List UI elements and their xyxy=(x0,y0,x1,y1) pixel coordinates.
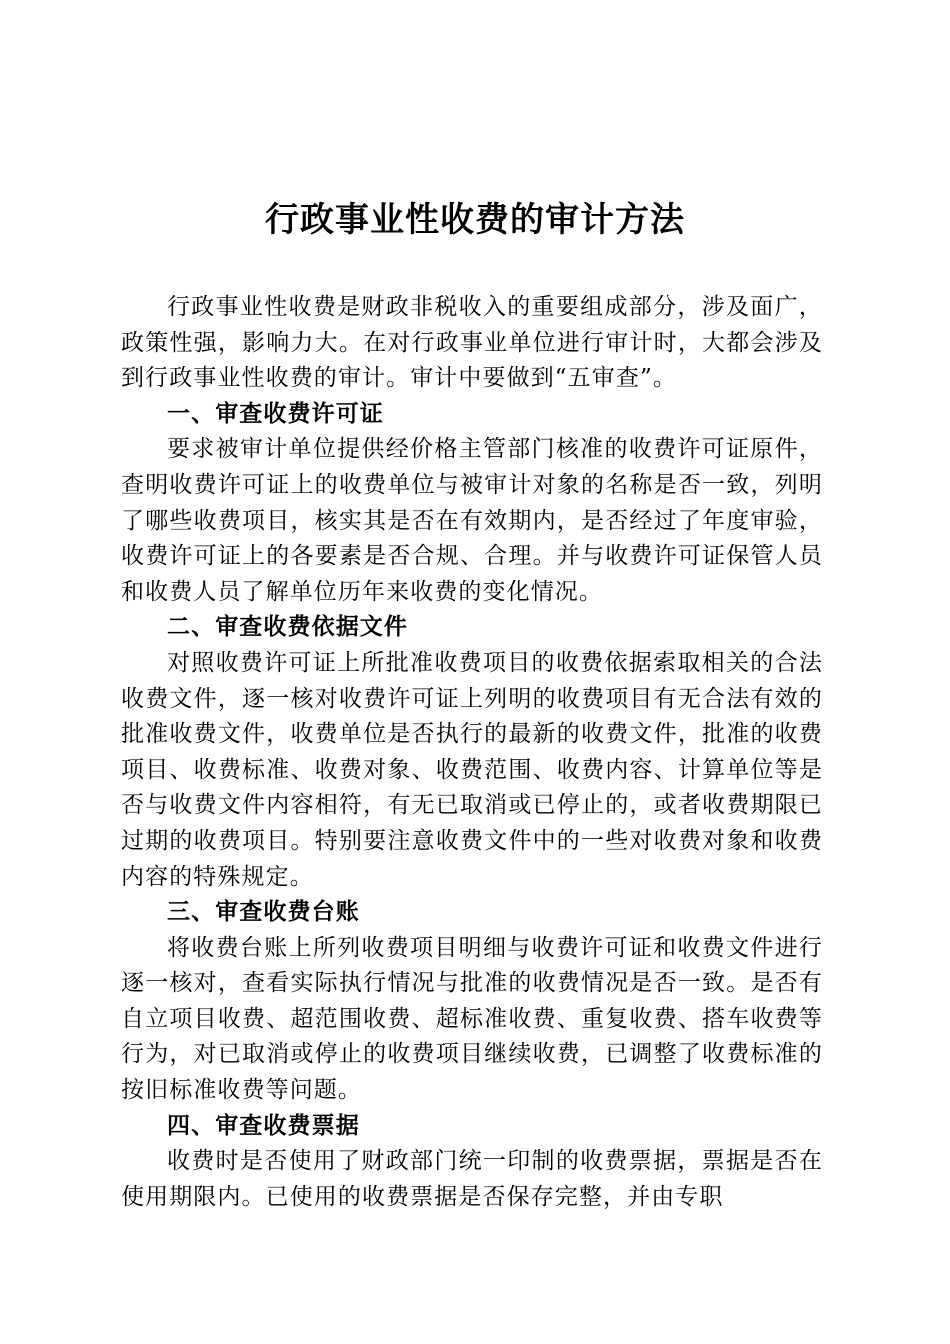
section-paragraph-2: 对照收费许可证上所批准收费项目的收费依据索取相关的合法收费文件，逐一核对收费许可证上列明的收费项目有无合法有效的批准收费文件，收费单位是否执行的最新的收费文件，批准的收费项目、收费标准、收费对象、收费范围、收费内容、计算单位等是否与收费文件内容相符，有无已取消或已停止的，或者收费期限已过期的收费项目。特别要注意收费文件中的一些对收费对象和收费内容的特殊规定。 xyxy=(121,649,823,890)
section-heading-2: 二、审查收费依据文件 xyxy=(167,614,408,641)
section-heading-4: 四、审查收费票据 xyxy=(167,1112,360,1139)
section-heading-3: 三、审查收费台账 xyxy=(167,899,360,926)
intro-paragraph: 行政事业性收费是财政非税收入的重要组成部分，涉及面广，政策性强，影响力大。在对行政事业单位进行审计时，大都会涉及到行政事业性收费的审计。审计中要做到“五审查”。 xyxy=(121,294,823,392)
section-paragraph-4: 收费时是否使用了财政部门统一印制的收费票据，票据是否在使用期限内。已使用的收费票据是否保存完整，并由专职 xyxy=(121,1148,823,1210)
section-heading-1: 一、审查收费许可证 xyxy=(167,400,384,427)
section-paragraph-1: 要求被审计单位提供经价格主管部门核准的收费许可证原件，查明收费许可证上的收费单位与被审计对象的名称是否一致，列明了哪些收费项目，核实其是否在有效期内，是否经过了年度审验，收费许可证上的各要素是否合规、合理。并与收费许可证保管人员和收费人员了解单位历年来收费的变化情况。 xyxy=(121,436,823,605)
document-body xyxy=(121,290,823,1215)
section-paragraph-3: 将收费台账上所列收费项目明细与收费许可证和收费文件进行逐一核对，查看实际执行情况与批准的收费情况是否一致。是否有自立项目收费、超范围收费、超标准收费、重复收费、搭车收费等行为，对已取消或停止的收费项目继续收费，已调整了收费标准的按旧标准收费等问题。 xyxy=(121,934,823,1104)
document-title: 行政事业性收费的审计方法 xyxy=(265,200,685,240)
